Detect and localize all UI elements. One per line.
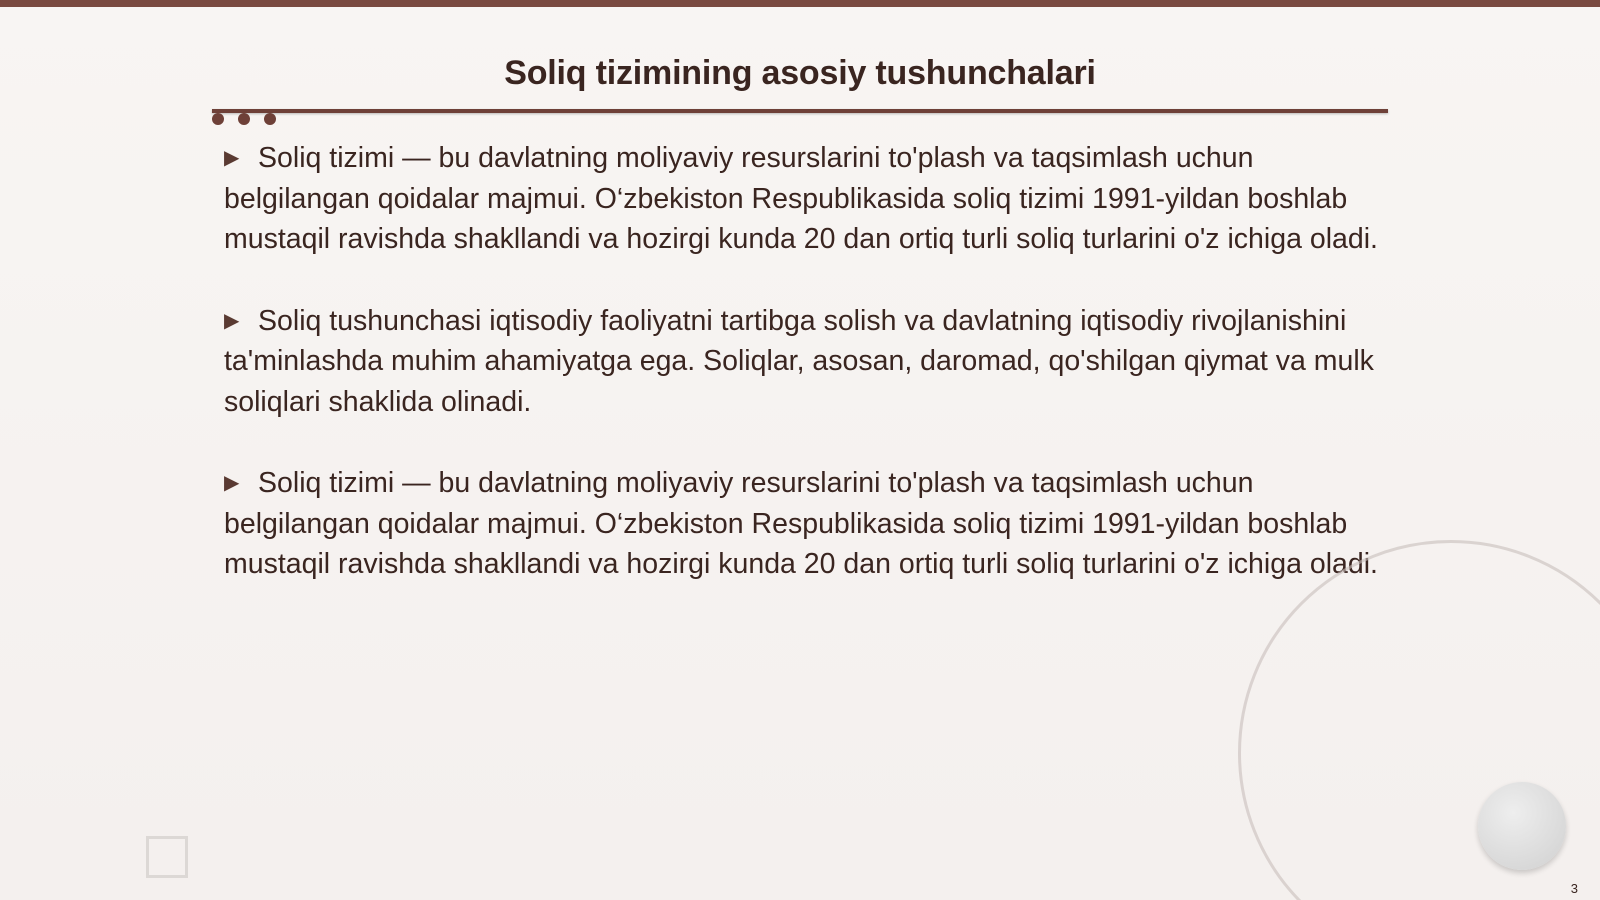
decorative-circle — [1478, 782, 1566, 870]
bullet-arrow-icon: ▶ — [224, 147, 240, 169]
bullet-paragraph — [224, 138, 1384, 260]
bullet-arrow-icon: ▶ — [224, 309, 240, 332]
bullet-text: Soliq tizimi — bu davlatning moliyaviy resurslarini to'plash va taqsimlash uchun belgilangan qoidalar majmui. O‘zbekiston Respublikasida soliq tizimi 1991-yildan boshlab mustaqil ravishda shakllandi va hozirgi kunda 20 dan ortiq turli soliq turlarini o'z ichiga oladi. — [224, 467, 1378, 580]
decorative-dot — [238, 113, 250, 125]
bullet-text: Soliq tushunchasi iqtisodiy faoliyatni tartibga solish va davlatning iqtisodiy rivojlanishini ta'minlashda muhim ahamiyatga ega. Soliqlar, asosan, daromad, qo'shilgan qiymat va mulk soliqlari shaklida olinadi. — [224, 304, 1374, 418]
page-number: 3 — [1570, 881, 1578, 896]
title-divider — [212, 109, 1388, 113]
slide-title: Soliq tizimining asosiy tushunchalari — [504, 54, 1096, 92]
bullet-paragraph — [224, 301, 1384, 423]
decorative-square — [146, 836, 188, 878]
bullet-arrow-icon: ▶ — [224, 472, 240, 494]
slide-body — [224, 138, 1384, 626]
decorative-dot — [212, 113, 224, 125]
top-accent-bar — [0, 0, 1600, 7]
bullet-text: Soliq tizimi — bu davlatning moliyaviy resurslarini to'plash va taqsimlash uchun belgilangan qoidalar majmui. O‘zbekiston Respublikasida soliq tizimi 1991-yildan boshlab mustaqil ravishda shakllandi va hozirgi kunda 20 dan ortiq turli soliq turlarini o'z ichiga oladi. — [224, 142, 1378, 255]
bullet-paragraph — [224, 463, 1384, 585]
decorative-dot — [264, 113, 276, 125]
